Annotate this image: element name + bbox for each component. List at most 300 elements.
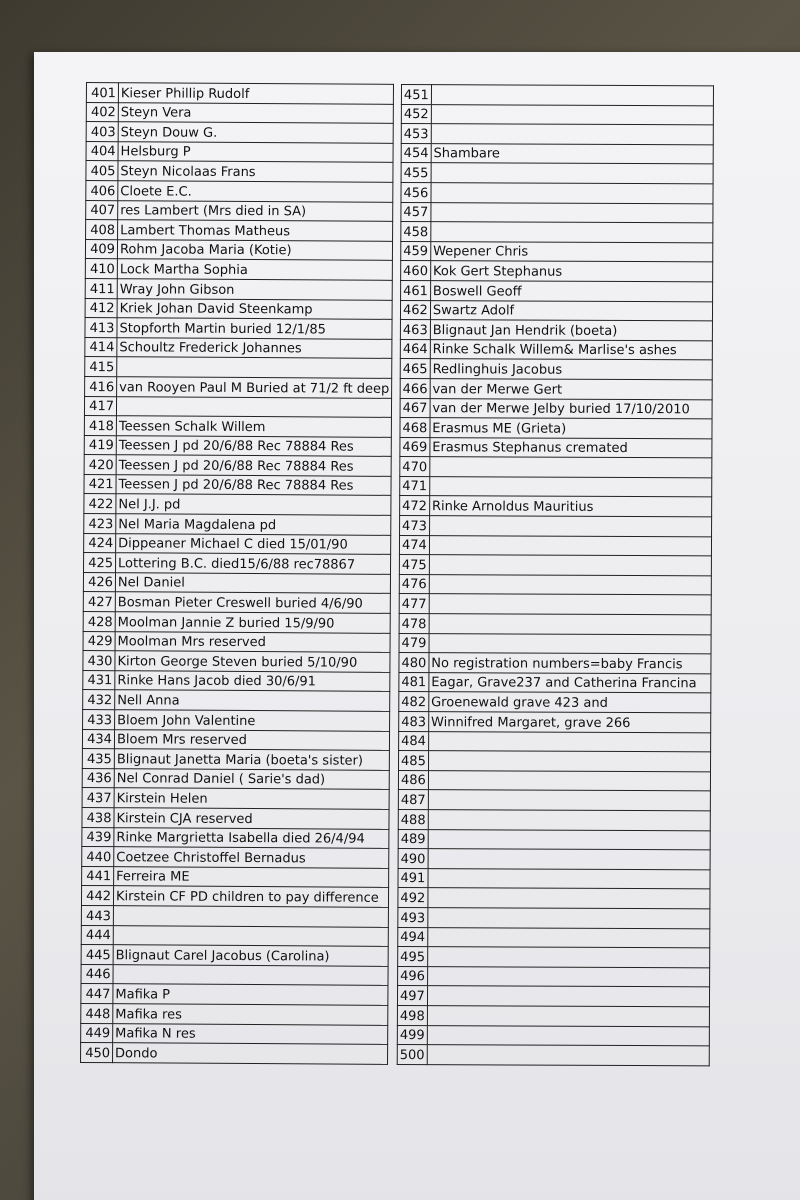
table-row <box>401 143 713 164</box>
grave-number: 486 <box>398 770 428 790</box>
grave-occupant <box>428 790 710 811</box>
grave-occupant: van der Merwe Jelby buried 17/10/2010 <box>430 398 712 419</box>
grave-number: 492 <box>398 888 428 908</box>
table-row <box>399 574 711 595</box>
grave-number: 432 <box>83 690 115 710</box>
grave-occupant: Cloete E.C. <box>118 181 393 202</box>
grave-number: 463 <box>400 320 430 340</box>
table-row <box>398 907 710 928</box>
grave-number: 464 <box>400 339 430 359</box>
grave-occupant <box>113 964 388 985</box>
grave-occupant <box>429 574 711 595</box>
table-row <box>82 788 389 809</box>
grave-occupant: Teessen J pd 20/6/88 Rec 78884 Res <box>116 475 391 496</box>
grave-occupant <box>431 183 713 204</box>
table-row <box>400 476 712 497</box>
grave-occupant <box>113 906 388 927</box>
grave-number: 446 <box>81 964 113 984</box>
table-row <box>81 945 388 966</box>
grave-occupant <box>430 477 712 498</box>
grave-number: 499 <box>397 1025 427 1045</box>
grave-occupant: Dippeaner Michael C died 15/01/90 <box>116 533 391 554</box>
table-row <box>400 496 712 517</box>
grave-occupant: Dondo <box>113 1043 388 1064</box>
grave-number: 435 <box>82 749 114 769</box>
grave-occupant: Stopforth Martin buried 12/1/85 <box>117 318 392 339</box>
grave-number: 445 <box>81 945 113 965</box>
grave-occupant <box>117 357 392 378</box>
grave-occupant: Steyn Douw G. <box>118 122 393 143</box>
grave-number: 415 <box>85 357 117 377</box>
table-row <box>85 298 392 319</box>
table-row <box>84 533 391 554</box>
grave-occupant: Kriek Johan David Steenkamp <box>117 298 392 319</box>
grave-number: 479 <box>399 633 429 653</box>
grave-number: 410 <box>85 259 117 279</box>
grave-occupant <box>428 731 710 752</box>
table-row <box>85 259 392 280</box>
grave-number: 480 <box>399 653 429 673</box>
table-row <box>82 768 389 789</box>
table-row <box>399 535 711 556</box>
grave-occupant: Erasmus Stephanus cremated <box>430 437 712 458</box>
table-row <box>397 1025 709 1046</box>
grave-number: 413 <box>85 318 117 338</box>
table-row <box>400 300 712 321</box>
table-row <box>399 751 711 772</box>
grave-number: 444 <box>81 925 113 945</box>
table-row <box>398 790 710 811</box>
grave-occupant <box>431 85 713 106</box>
grave-occupant: Nel Maria Magdalena pd <box>116 514 391 535</box>
grave-occupant: Nel J.J. pd <box>116 494 391 515</box>
table-row <box>399 555 711 576</box>
grave-occupant <box>428 810 710 831</box>
grave-occupant: Kirton George Steven buried 5/10/90 <box>115 651 390 672</box>
grave-number: 447 <box>81 984 113 1004</box>
table-row <box>401 163 713 184</box>
table-row <box>83 631 390 652</box>
grave-occupant: Schoultz Frederick Johannes <box>117 337 392 358</box>
grave-number: 426 <box>83 572 115 592</box>
grave-number: 405 <box>86 161 118 181</box>
grave-occupant: Mafika res <box>113 1004 388 1025</box>
table-row <box>401 241 713 262</box>
grave-number: 438 <box>82 807 114 827</box>
grave-number: 454 <box>401 143 431 163</box>
grave-occupant: Helsburg P <box>118 141 393 162</box>
grave-number: 406 <box>86 180 118 200</box>
grave-number: 468 <box>400 418 430 438</box>
table-row <box>84 455 391 476</box>
grave-occupant <box>427 1025 709 1046</box>
grave-occupant: Steyn Vera <box>118 102 393 123</box>
grave-number: 437 <box>82 788 114 808</box>
table-row <box>401 182 713 203</box>
grave-register-right-table <box>397 84 714 1066</box>
table-row <box>86 220 393 241</box>
table-row <box>84 553 391 574</box>
table-row <box>81 905 388 926</box>
grave-number: 478 <box>399 614 429 634</box>
grave-number: 439 <box>82 827 114 847</box>
table-row <box>400 339 712 360</box>
table-row <box>399 633 711 654</box>
table-row <box>84 514 391 535</box>
table-row <box>399 731 711 752</box>
grave-number: 488 <box>398 809 428 829</box>
table-row <box>399 711 711 732</box>
grave-number: 455 <box>401 163 431 183</box>
grave-number: 421 <box>84 474 116 494</box>
table-row <box>399 594 711 615</box>
grave-number: 496 <box>398 966 428 986</box>
grave-number: 472 <box>400 496 430 516</box>
grave-occupant: Shambare <box>431 143 713 164</box>
table-row <box>84 396 391 417</box>
grave-occupant: Bosman Pieter Creswell buried 4/6/90 <box>115 592 390 613</box>
grave-occupant: van Rooyen Paul M Buried at 71/2 ft deep <box>117 377 392 398</box>
grave-occupant <box>428 908 710 929</box>
table-row <box>81 1023 388 1044</box>
grave-number: 498 <box>397 1005 427 1025</box>
grave-number: 427 <box>83 592 115 612</box>
grave-occupant <box>431 124 713 145</box>
grave-number: 408 <box>86 220 118 240</box>
table-row <box>398 849 710 870</box>
table-row <box>86 122 393 143</box>
table-row <box>401 280 713 301</box>
table-row <box>398 770 710 791</box>
grave-occupant: Boswell Geoff <box>430 281 712 302</box>
grave-number: 418 <box>84 416 116 436</box>
grave-number: 462 <box>400 300 430 320</box>
grave-number: 475 <box>399 555 429 575</box>
grave-number: 459 <box>401 241 431 261</box>
grave-number: 414 <box>85 337 117 357</box>
grave-number: 451 <box>401 85 431 105</box>
grave-occupant <box>427 986 709 1007</box>
table-row <box>86 200 393 221</box>
grave-occupant: Mafika N res <box>113 1023 388 1044</box>
table-row <box>398 868 710 889</box>
grave-number: 404 <box>86 141 118 161</box>
grave-occupant <box>428 849 710 870</box>
grave-occupant: Ferreira ME <box>114 866 389 887</box>
grave-number: 431 <box>83 670 115 690</box>
table-row <box>401 124 713 145</box>
grave-occupant <box>431 222 713 243</box>
grave-occupant: Mafika P <box>113 984 388 1005</box>
grave-occupant: Lottering B.C. died15/6/88 rec78867 <box>116 553 391 574</box>
table-row <box>400 359 712 380</box>
table-row <box>400 437 712 458</box>
grave-number: 489 <box>398 829 428 849</box>
grave-occupant: Kirstein Helen <box>114 788 389 809</box>
grave-number: 494 <box>398 927 428 947</box>
table-row <box>85 278 392 299</box>
grave-number: 470 <box>400 457 430 477</box>
grave-number: 401 <box>86 83 118 103</box>
table-row <box>401 222 713 243</box>
table-row <box>84 416 391 437</box>
grave-number: 452 <box>401 104 431 124</box>
grave-number: 424 <box>84 533 116 553</box>
table-row <box>86 102 393 123</box>
table-row <box>398 888 710 909</box>
table-row <box>400 457 712 478</box>
grave-number: 456 <box>401 182 431 202</box>
grave-number: 477 <box>399 594 429 614</box>
grave-occupant: Redlinghuis Jacobus <box>430 359 712 380</box>
left-table-body <box>81 83 394 1065</box>
table-row <box>399 653 711 674</box>
table-row <box>400 398 712 419</box>
grave-occupant: Rohm Jacoba Maria (Kotie) <box>117 239 392 260</box>
grave-occupant: Moolman Mrs reserved <box>115 631 390 652</box>
table-row <box>85 337 392 358</box>
table-row <box>83 690 390 711</box>
grave-number: 416 <box>85 376 117 396</box>
grave-number: 417 <box>84 396 116 416</box>
table-row <box>82 847 389 868</box>
grave-number: 493 <box>398 907 428 927</box>
table-row <box>81 1043 388 1064</box>
grave-occupant <box>430 457 712 478</box>
grave-number: 483 <box>399 711 429 731</box>
grave-occupant <box>429 614 711 635</box>
table-row <box>81 984 388 1005</box>
grave-number: 428 <box>83 612 115 632</box>
grave-occupant: Groenewald grave 423 and <box>429 692 711 713</box>
table-row <box>398 829 710 850</box>
grave-number: 476 <box>399 574 429 594</box>
grave-occupant <box>429 555 711 576</box>
grave-number: 495 <box>398 947 428 967</box>
grave-occupant: Lambert Thomas Matheus <box>118 220 393 241</box>
grave-occupant: Blignaut Carel Jacobus (Carolina) <box>113 945 388 966</box>
table-row <box>83 612 390 633</box>
grave-number: 449 <box>81 1023 113 1043</box>
grave-occupant: No registration numbers=baby Francis <box>429 653 711 674</box>
grave-occupant <box>428 751 710 772</box>
grave-number: 419 <box>84 435 116 455</box>
table-row <box>85 376 392 397</box>
table-row <box>84 474 391 495</box>
grave-number: 403 <box>86 122 118 142</box>
grave-number: 461 <box>401 280 431 300</box>
table-row <box>400 516 712 537</box>
grave-occupant: res Lambert (Mrs died in SA) <box>118 200 393 221</box>
grave-occupant <box>427 1045 709 1066</box>
grave-number: 482 <box>399 692 429 712</box>
table-row <box>86 83 393 104</box>
grave-number: 402 <box>86 102 118 122</box>
table-row <box>85 239 392 260</box>
grave-occupant: Swartz Adolf <box>430 300 712 321</box>
grave-number: 441 <box>82 866 114 886</box>
grave-occupant <box>428 829 710 850</box>
table-row <box>81 1003 388 1024</box>
grave-number: 407 <box>86 200 118 220</box>
grave-number: 497 <box>397 986 427 1006</box>
grave-occupant: Rinke Hans Jacob died 30/6/91 <box>115 671 390 692</box>
grave-occupant <box>428 888 710 909</box>
grave-occupant <box>428 868 710 889</box>
grave-number: 440 <box>82 847 114 867</box>
table-row <box>397 1005 709 1026</box>
table-row <box>399 672 711 693</box>
grave-occupant: Bloem Mrs reserved <box>114 729 389 750</box>
table-row <box>86 180 393 201</box>
table-row <box>82 749 389 770</box>
grave-occupant: Kirstein CF PD children to pay difference <box>113 886 388 907</box>
grave-occupant <box>431 104 713 125</box>
grave-occupant: Blignaut Janetta Maria (boeta's sister) <box>114 749 389 770</box>
grave-number: 442 <box>81 886 113 906</box>
grave-occupant <box>427 1006 709 1027</box>
table-row <box>401 261 713 282</box>
grave-number: 430 <box>83 651 115 671</box>
grave-number: 422 <box>84 494 116 514</box>
grave-occupant <box>429 516 711 537</box>
grave-occupant: Nell Anna <box>115 690 390 711</box>
table-row <box>81 925 388 946</box>
table-row <box>401 202 713 223</box>
grave-number: 429 <box>83 631 115 651</box>
grave-number: 450 <box>81 1043 113 1063</box>
grave-occupant <box>431 202 713 223</box>
grave-occupant: Teessen J pd 20/6/88 Rec 78884 Res <box>116 435 391 456</box>
table-row <box>398 947 710 968</box>
grave-number: 500 <box>397 1045 427 1065</box>
grave-occupant: Rinke Schalk Willem& Marlise's ashes <box>430 339 712 360</box>
grave-occupant: Moolman Jannie Z buried 15/9/90 <box>115 612 390 633</box>
grave-occupant: Teessen J pd 20/6/88 Rec 78884 Res <box>116 455 391 476</box>
grave-occupant: Erasmus ME (Grieta) <box>430 418 712 439</box>
table-row <box>400 320 712 341</box>
table-row <box>401 104 713 125</box>
table-row <box>397 1045 709 1066</box>
grave-occupant <box>113 925 388 946</box>
grave-number: 458 <box>401 222 431 242</box>
grave-occupant: Rinke Margrietta Isabella died 26/4/94 <box>114 827 389 848</box>
table-row <box>400 378 712 399</box>
table-row <box>82 827 389 848</box>
grave-number: 491 <box>398 868 428 888</box>
grave-occupant: Eagar, Grave237 and Catherina Francina <box>429 672 711 693</box>
grave-number: 411 <box>85 278 117 298</box>
table-row <box>82 807 389 828</box>
table-row <box>397 986 709 1007</box>
grave-number: 453 <box>401 124 431 144</box>
table-row <box>83 651 390 672</box>
grave-occupant: Nel Conrad Daniel ( Sarie's dad) <box>114 768 389 789</box>
grave-occupant: Wepener Chris <box>431 241 713 262</box>
table-row <box>399 614 711 635</box>
grave-number: 425 <box>84 553 116 573</box>
grave-occupant <box>428 927 710 948</box>
table-row <box>82 729 389 750</box>
grave-occupant: Kirstein CJA reserved <box>114 808 389 829</box>
grave-number: 469 <box>400 437 430 457</box>
grave-occupant: Blignaut Jan Hendrik (boeta) <box>430 320 712 341</box>
table-row <box>83 592 390 613</box>
table-row <box>400 418 712 439</box>
table-row <box>398 809 710 830</box>
table-row <box>83 572 390 593</box>
grave-number: 467 <box>400 398 430 418</box>
grave-occupant: Winnifred Margaret, grave 266 <box>429 712 711 733</box>
grave-number: 436 <box>82 768 114 788</box>
grave-number: 457 <box>401 202 431 222</box>
table-row <box>82 866 389 887</box>
table-row <box>398 966 710 987</box>
grave-occupant <box>429 535 711 556</box>
grave-occupant: Bloem John Valentine <box>115 710 390 731</box>
table-row <box>399 692 711 713</box>
grave-number: 481 <box>399 672 429 692</box>
table-row <box>86 161 393 182</box>
table-row <box>83 709 390 730</box>
table-row <box>81 886 388 907</box>
grave-number: 465 <box>400 359 430 379</box>
table-row <box>86 141 393 162</box>
grave-occupant: Nel Daniel <box>115 573 390 594</box>
grave-number: 448 <box>81 1003 113 1023</box>
grave-occupant: van der Merwe Gert <box>430 379 712 400</box>
table-row <box>85 357 392 378</box>
grave-number: 433 <box>83 709 115 729</box>
grave-number: 423 <box>84 514 116 534</box>
table-row <box>84 435 391 456</box>
grave-occupant: Rinke Arnoldus Mauritius <box>429 496 711 517</box>
grave-number: 420 <box>84 455 116 475</box>
grave-occupant: Wray John Gibson <box>117 279 392 300</box>
table-row <box>81 964 388 985</box>
grave-occupant: Teessen Schalk Willem <box>116 416 391 437</box>
grave-number: 434 <box>82 729 114 749</box>
grave-occupant <box>427 966 709 987</box>
grave-number: 474 <box>399 535 429 555</box>
table-row <box>401 85 713 106</box>
grave-number: 409 <box>85 239 117 259</box>
grave-occupant <box>427 947 709 968</box>
grave-occupant <box>428 770 710 791</box>
grave-occupant: Kok Gert Stephanus <box>430 261 712 282</box>
grave-occupant: Steyn Nicolaas Frans <box>118 161 393 182</box>
grave-occupant <box>429 594 711 615</box>
grave-number: 460 <box>401 261 431 281</box>
grave-occupant: Lock Martha Sophia <box>117 259 392 280</box>
grave-number: 473 <box>400 516 430 536</box>
grave-number: 412 <box>85 298 117 318</box>
grave-number: 490 <box>398 849 428 869</box>
grave-occupant: Kieser Phillip Rudolf <box>118 83 393 104</box>
grave-occupant: Coetzee Christoffel Bernadus <box>114 847 389 868</box>
table-row <box>84 494 391 515</box>
table-row <box>85 318 392 339</box>
grave-number: 466 <box>400 378 430 398</box>
grave-number: 484 <box>399 731 429 751</box>
grave-register-left-table <box>80 82 394 1065</box>
grave-occupant <box>116 396 391 417</box>
grave-number: 487 <box>398 790 428 810</box>
table-row <box>83 670 390 691</box>
grave-number: 485 <box>399 751 429 771</box>
grave-occupant <box>429 633 711 654</box>
table-row <box>398 927 710 948</box>
